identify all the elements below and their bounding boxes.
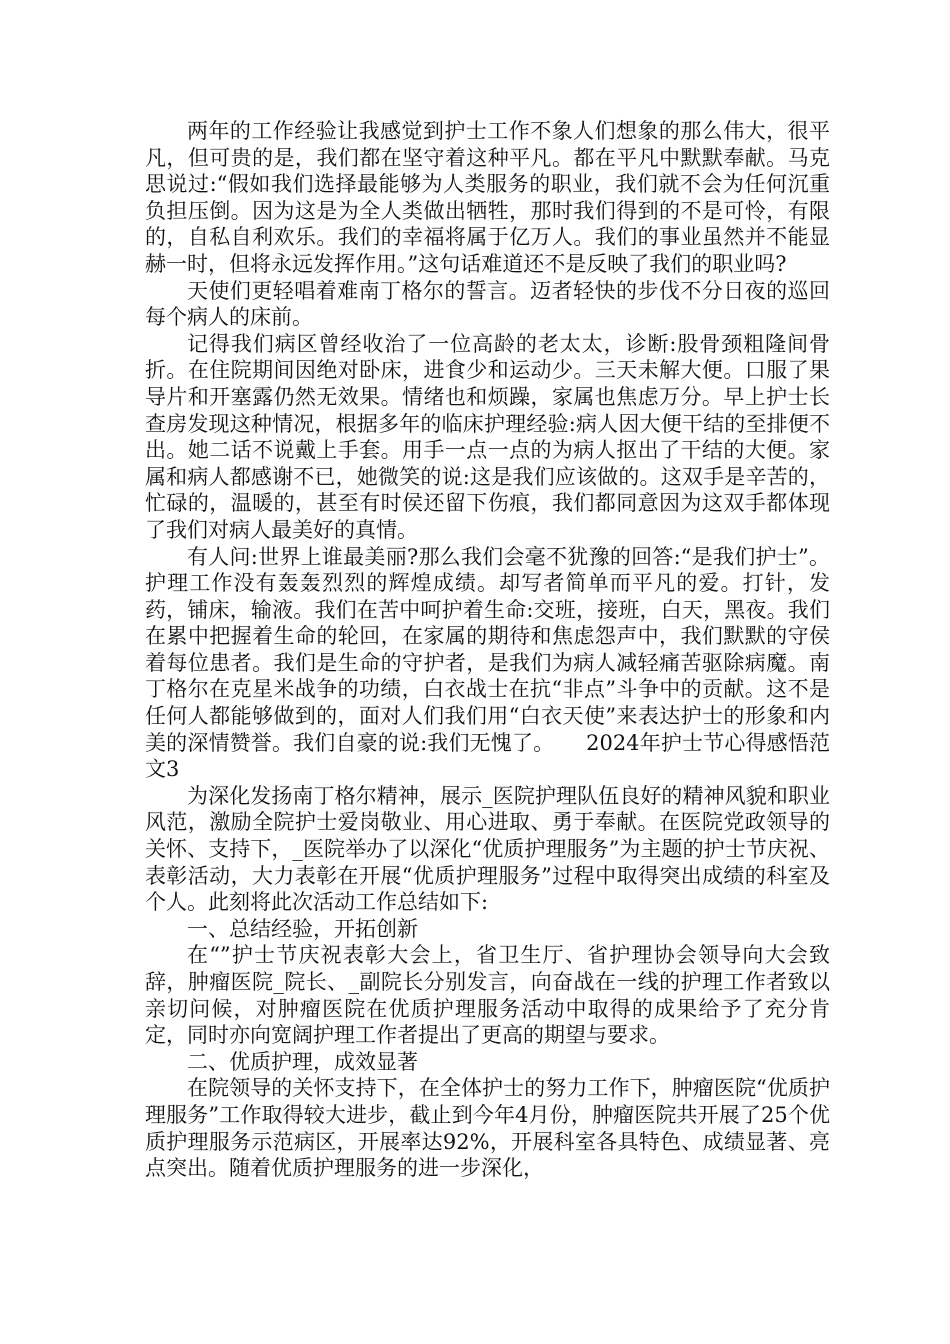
section-heading-quality-care: 二、优质护理，成效显著 [187,1049,418,1074]
paragraph-quality-results: 在院领导的关怀支持下，在全体护士的努力工作下，肿瘤医院“优质护理服务”工作取得较大进步，截止到今年4月份，肿瘤医院共开展了25个优质护理服务示范病区，开展率达92%，开展科室各具特色、成绩显著、亮点突出。随着优质护理服务的进一步深化， [145,1076,830,1181]
paragraph-nursing-ordinary: 两年的工作经验让我感觉到护士工作不象人们想象的那么伟大，很平凡，但可贵的是，我们都在坚守着这种平凡。都在平凡中默默奉献。马克思说过:“假如我们选择最能够为人类服务的职业，我们就不会为任何沉重负担压倒。因为这是为全人类做出牺牲，那时我们得到的不是可怜，有限的，自私自利欢乐。我们的幸福将属于亿万人。我们的事业虽然并不能显赫一时，但将永远发挥作用。”这句话难道还不是反映了我们的职业吗? [145,119,830,276]
paragraph-most-beautiful: 有人问:世界上谁最美丽?那么我们会毫不犹豫的回答:“是我们护士”。护理工作没有轰轰烈烈的辉煌成绩。却写者简单而平凡的爱。打针，发药，铺床，输液。我们在苦中呵护着生命:交班，接班，白天，黑夜。我们在累中把握着生命的轮回，在家属的期待和焦虑怨声中，我们默默的守侯着每位患者。我们是生命的守护者，是我们为病人减轻痛苦驱除病魔。南丁格尔在克星米战争的功绩，白衣战士在抗“非点”斗争中的贡献。这不是任何人都能够做到的，面对人们我们用“白衣天使”来表达护士的形象和内美的深情赞誉。我们自豪的说:我们无愧了。 2024年护士节心得感悟范文3 [145,544,830,782]
paragraph-elderly-patient: 记得我们病区曾经收治了一位高龄的老太太，诊断:股骨颈粗隆间骨折。在住院期间因绝对卧床，进食少和运动少。三天未解大便。口服了果导片和开塞露仍然无效果。情绪也和烦躁，家属也焦虑万分。早上护士长查房发现这种情况，根据多年的临床护理经验:病人因大便干结的至排便不出。她二话不说戴上手套。用手一点一点的为病人抠出了干结的大便。家属和病人都感谢不已，她微笑的说:这是我们应该做的。这双手是辛苦的，忙碌的，温暖的，甚至有时侯还留下伤痕，我们都同意因为这双手都体现了我们对病人最美好的真情。 [145,331,830,542]
paragraph-celebration-meeting: 在“”护士节庆祝表彰大会上，省卫生厅、省护理协会领导向大会致辞，肿瘤医院_院长、_副院长分别发言，向奋战在一线的护理工作者致以亲切问候，对肿瘤医院在优质护理服务活动中取得的成果给予了充分肯定，同时亦向宽阔护理工作者提出了更高的期望与要求。 [145,943,830,1048]
paragraph-angels-vow: 天使们更轻唱着难南丁格尔的誓言。迈者轻快的步伐不分日夜的巡回每个病人的床前。 [145,278,830,330]
paragraph-nightingale-spirit: 为深化发扬南丁格尔精神，展示_医院护理队伍良好的精神风貌和职业风范，激励全院护士爱岗敬业、用心进取、勇于奉献。在医院党政领导的关怀、支持下，_医院举办了以深化“优质护理服务”为主题的护士节庆祝、表彰活动，大力表彰在开展“优质护理服务”过程中取得突出成绩的科室及个人。此刻将此次活动工作总结如下: [145,783,830,915]
section-heading-summary: 一、总结经验，开拓创新 [187,916,418,941]
document-body [145,118,830,1182]
